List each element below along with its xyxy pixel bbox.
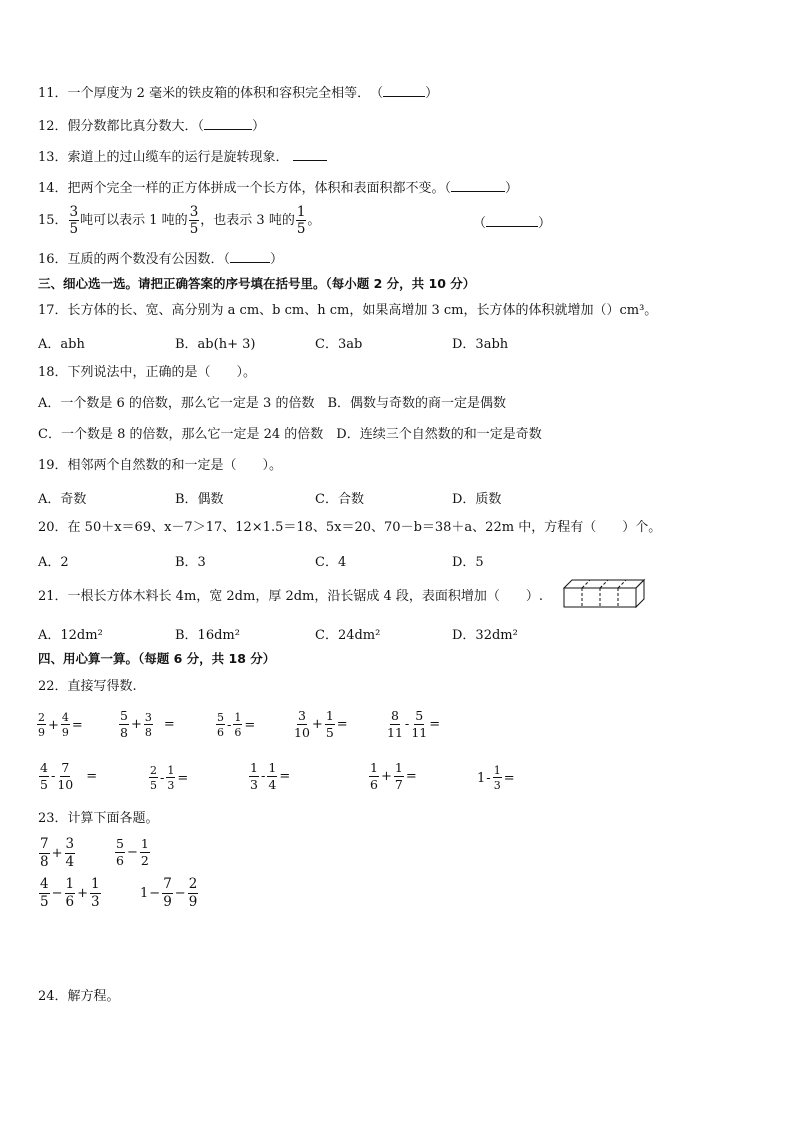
oral-calc-expression: $\frac{2}{9}$ + $\frac{4}{9}$ = <box>38 711 83 739</box>
answer-blank[interactable] <box>451 177 505 192</box>
fraction: $\frac{3}{5}$ <box>189 203 199 237</box>
section-heading-4: 四、用心算一算。（每题 6 分，共 18 分） <box>38 651 276 666</box>
question-23: 23．计算下面各题。 <box>38 811 159 826</box>
question-11: 11．一个厚度为 2 毫米的铁皮箱的体积和容积完全相等． （ ） <box>38 82 438 103</box>
question-15: 15． $\frac{3}{5}$ 吨可以表示 1 吨的 $\frac{3}{5}$ ，也表示 3 吨的 $\frac{1}{5}$ 。 <box>38 203 321 237</box>
question-16: 16．互质的两个数没有公因数．（ ） <box>38 248 283 269</box>
options-ab[interactable]: A．一个数是 6 的倍数，那么它一定是 3 的倍数 B．偶数与奇数的商一定是偶数 <box>38 396 507 411</box>
option-d[interactable]: D．3abh <box>452 337 509 352</box>
calc-expression: $\frac{4}{5}$ − $\frac{1}{6}$ + $\frac{1}{3}$ <box>40 876 100 910</box>
option-b[interactable]: B．16dm² <box>175 628 240 643</box>
question-20: 20．在 50＋x＝69、x－7＞17、12×1.5＝18、5x＝20、70－b＝38＋a、22m 中，方程有（ ）个。 <box>38 520 662 535</box>
oral-calc-expression: $\frac{3}{10}$ + $\frac{1}{5}$ = <box>294 708 348 740</box>
oral-calc-expression: $\frac{5}{8}$ + $\frac{3}{8}$ = <box>120 708 175 740</box>
question-24: 24．解方程。 <box>38 989 120 1004</box>
question-12: 12．假分数都比真分数大．（ ） <box>38 115 265 136</box>
options-cd[interactable]: C．一个数是 8 的倍数，那么它一定是 24 的倍数 D．连续三个自然数的和一定是奇数 <box>38 427 542 442</box>
wood-block-figure <box>562 578 646 610</box>
answer-blank[interactable] <box>293 146 327 161</box>
question-13: 13．索道上的过山缆车的运行是旋转现象． <box>38 146 327 167</box>
option-a[interactable]: A．奇数 <box>38 492 87 507</box>
question-21: 21．一根长方体木料长 4m，宽 2dm，厚 2dm，沿长锯成 4 段，表面积增加（ ）. <box>38 589 544 604</box>
question-15-answer: （ ） <box>473 212 551 233</box>
calc-expression: 1 − $\frac{7}{9}$ − $\frac{2}{9}$ <box>140 876 198 910</box>
option-a[interactable]: A．12dm² <box>38 628 103 643</box>
option-c[interactable]: C．合数 <box>315 492 364 507</box>
answer-blank[interactable] <box>486 212 538 227</box>
question-17: 17．长方体的长、宽、高分别为 a cm、b cm、h cm，如果高增加 3 cm，长方体的体积就增加（）cm³。 <box>38 303 658 318</box>
calc-expression: $\frac{7}{8}$ + $\frac{3}{4}$ <box>40 836 75 870</box>
option-c[interactable]: C．3ab <box>315 337 363 352</box>
fraction: $\frac{1}{5}$ <box>296 203 306 237</box>
option-a[interactable]: A．abh <box>38 337 85 352</box>
option-b[interactable]: B．偶数 <box>175 492 224 507</box>
answer-blank[interactable] <box>204 115 252 130</box>
question-14: 14．把两个完全一样的正方体拼成一个长方体，体积和表面积都不变。（ ） <box>38 177 518 198</box>
question-18: 18．下列说法中，正确的是（ ）。 <box>38 365 257 380</box>
answer-blank[interactable] <box>383 82 425 97</box>
question-19: 19．相邻两个自然数的和一定是（ ）。 <box>38 458 283 473</box>
oral-calc-expression: $\frac{4}{5}$ - $\frac{7}{10}$ = <box>40 760 98 792</box>
option-d[interactable]: D．5 <box>452 555 484 570</box>
option-d[interactable]: D．32dm² <box>452 628 518 643</box>
section-heading-3: 三、细心选一选。请把正确答案的序号填在括号里。（每小题 2 分，共 10 分） <box>38 276 476 291</box>
option-b[interactable]: B．3 <box>175 555 206 570</box>
fraction: $\frac{3}{5}$ <box>69 203 79 237</box>
option-c[interactable]: C．4 <box>315 555 347 570</box>
oral-calc-expression: $\frac{5}{6}$ - $\frac{1}{6}$ = <box>217 711 256 739</box>
option-a[interactable]: A．2 <box>38 555 69 570</box>
oral-calc-expression: $\frac{8}{11}$ - $\frac{5}{11}$ = <box>387 708 441 740</box>
option-d[interactable]: D．质数 <box>452 492 502 507</box>
oral-calc-expression: $\frac{1}{6}$ + $\frac{1}{7}$ = <box>370 760 417 792</box>
oral-calc-expression: 1 - $\frac{1}{3}$ = <box>477 764 515 792</box>
oral-calc-expression: $\frac{2}{5}$ - $\frac{1}{3}$ = <box>150 764 189 792</box>
question-22: 22．直接写得数. <box>38 679 137 694</box>
answer-blank[interactable] <box>230 248 270 263</box>
calc-expression: $\frac{5}{6}$ − $\frac{1}{2}$ <box>116 836 149 868</box>
option-b[interactable]: B．ab(h+ 3) <box>175 337 256 352</box>
oral-calc-expression: $\frac{1}{3}$ - $\frac{1}{4}$ = <box>250 760 291 792</box>
option-c[interactable]: C．24dm² <box>315 628 381 643</box>
